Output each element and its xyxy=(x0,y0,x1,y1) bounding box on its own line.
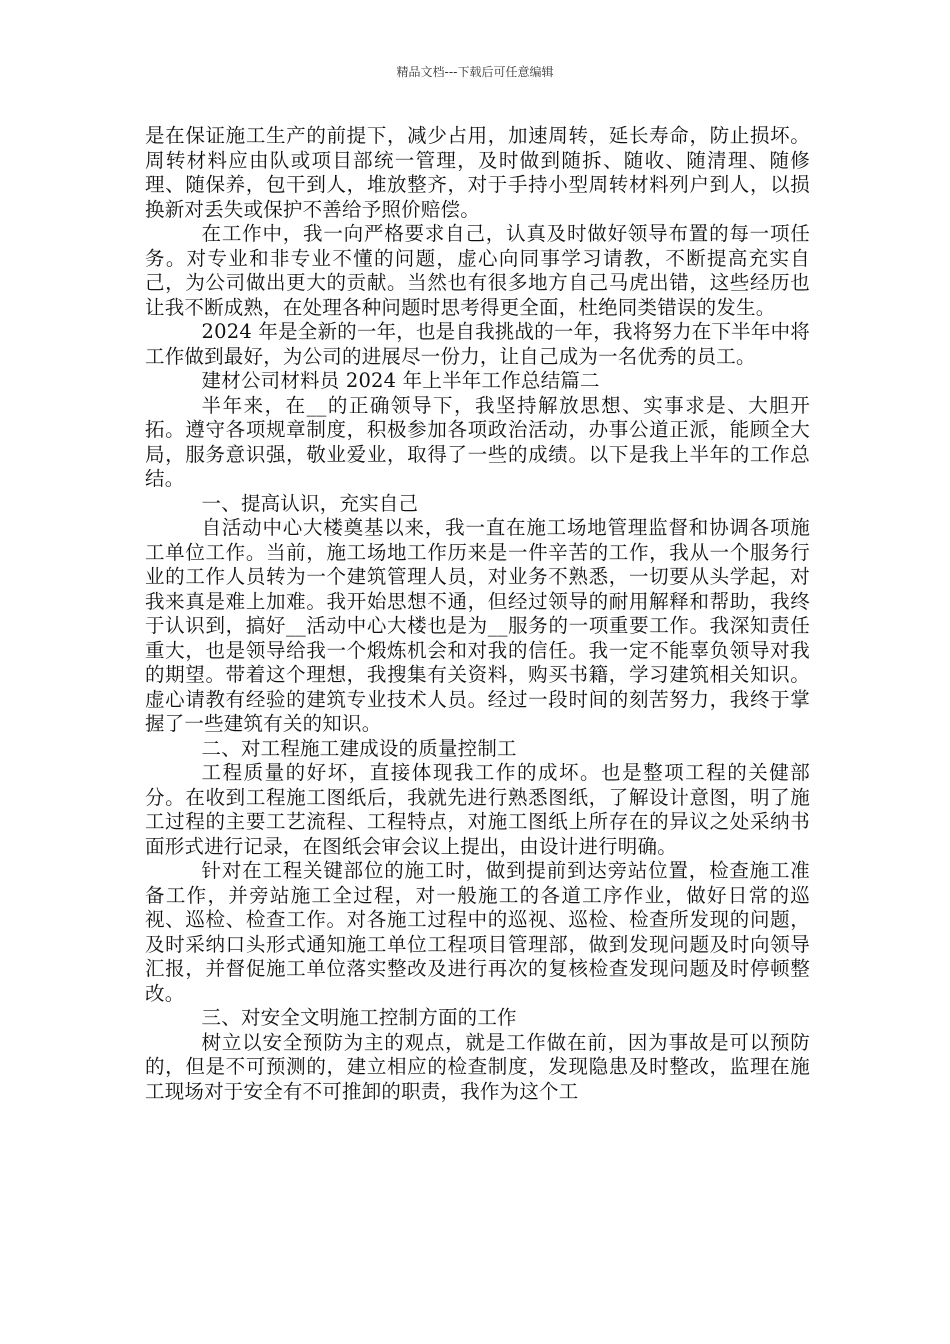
document-body xyxy=(145,124,810,1104)
section-title: 建材公司材料员 2024 年上半年工作总结篇二 xyxy=(201,369,600,392)
paragraph: 工程质量的好坏，直接体现我工作的成坏。也是整项工程的关健部分。在收到工程施工图纸后，我就先进行熟悉图纸，了解设计意图，明了施工过程的主要工艺流程、工程特点，对施工图纸上所存在的异议之处采纳书面形式进行记录，在图纸会审会议上提出，由设计进行明确。 xyxy=(145,761,810,858)
paragraph: 2024 年是全新的一年，也是自我挑战的一年，我将努力在下半年中将工作做到最好，为公司的进展尽一份力，让自己成为一名优秀的员工。 xyxy=(145,320,810,368)
section-heading: 二、对工程施工建成设的质量控制工 xyxy=(201,736,517,760)
paragraph: 半年来，在__的正确领导下，我坚持解放思想、实事求是、大胆开拓。遵守各项规章制度，积极参加各项政治活动，办事公道正派，能顾全大局，服务意识强，敬业爱业，取得了一些的成绩。以下是我上半年的工作总结。 xyxy=(145,393,810,490)
paragraph: 在工作中，我一向严格要求自己，认真及时做好领导布置的每一项任务。对专业和非专业不懂的问题，虚心向同事学习请教，不断提高充实自己，为公司做出更大的贡献。当然也有很多地方自己马虎出错，这些经历也让我不断成熟，在处理各种问题时思考得更全面，杜绝同类错误的发生。 xyxy=(145,222,810,319)
paragraph: 是在保证施工生产的前提下，减少占用，加速周转，延长寿命，防止损坏。周转材料应由队或项目部统一管理，及时做到随拆、随收、随清理、随修理、随保养，包干到人，堆放整齐，对于手持小型周转材料列户到人，以损换新对丢失或保护不善给予照价赔偿。 xyxy=(145,124,810,221)
section-heading: 一、提高认识，充实自己 xyxy=(201,491,419,515)
paragraph: 树立以安全预防为主的观点，就是工作做在前，因为事故是可以预防的，但是不可预测的，建立相应的检查制度，发现隐患及时整改，监理在施工现场对于安全有不可推卸的职责，我作为这个工 xyxy=(145,1030,810,1103)
page-header: 精品文档---下载后可任意编辑 xyxy=(396,65,554,79)
section-heading: 三、对安全文明施工控制方面的工作 xyxy=(201,1006,517,1029)
paragraph: 针对在工程关键部位的施工时，做到提前到达旁站位置，检查施工准备工作，并旁站施工全过程，对一般施工的各道工序作业，做好日常的巡视、巡检、检查工作。对各施工过程中的巡视、巡检、检查所发现的问题，及时采纳口头形式通知施工单位工程项目管理部，做到发现问题及时向领导汇报，并督促施工单位落实整改及进行再次的复核检查发现问题及时停顿整改。 xyxy=(145,859,810,1005)
paragraph: 自活动中心大楼奠基以来，我一直在施工场地管理监督和协调各项施工单位工作。当前，施工场地工作历来是一件辛苦的工作，我从一个服务行业的工作人员转为一个建筑管理人员，对业务不熟悉，一切要从头学起，对我来真是难上加难。我开始思想不通，但经过领导的耐用解释和帮助，我终于认识到，搞好__活动中心大楼也是为__服务的一项重要工作。我深知责任重大，也是领导给我一个煅炼机会和对我的信任。我一定不能辜负领导对我的期望。带着这个理想，我搜集有关资料，购买书籍，学习建筑相关知识。虚心请教有经验的建筑专业技术人员。经过一段时间的刻苦努力，我终于掌握了一些建筑有关的知识。 xyxy=(145,516,810,735)
